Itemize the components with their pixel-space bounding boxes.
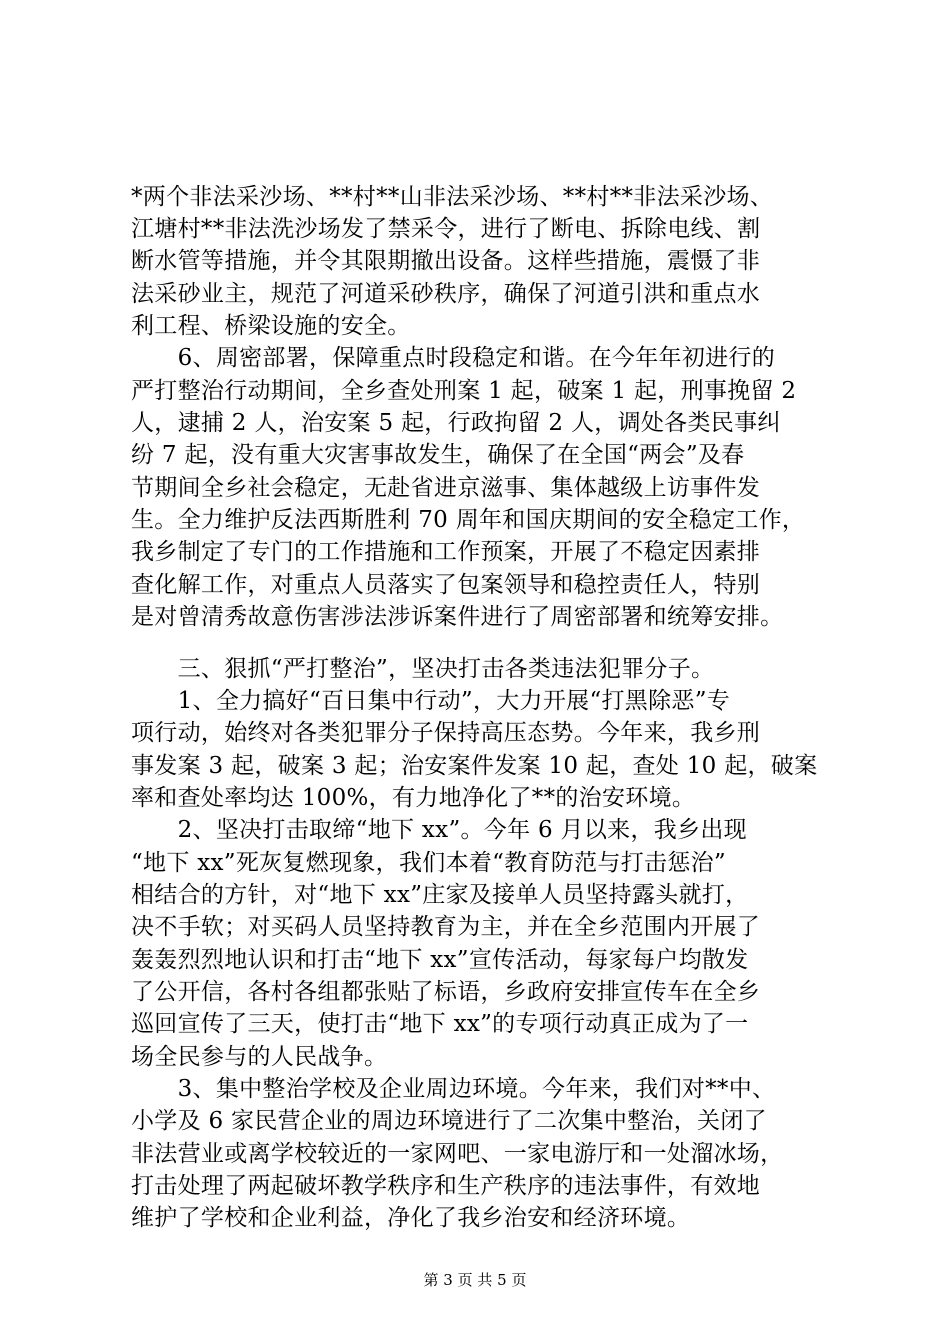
body-line: 场全民参与的人民战争。	[131, 1044, 388, 1070]
body-line: 巡回宣传了三天，使打击“地下 xx”的专项行动真正成为了一	[131, 1011, 749, 1037]
page-footer: 第 3 页 共 5 页	[423, 1271, 527, 1289]
body-line: 江塘村**非法洗沙场发了禁采令，进行了断电、拆除电线、割	[131, 216, 761, 242]
body-line: 率和查处率均达 100%，有力地净化了**的治安环境。	[131, 785, 696, 811]
body-line: *两个非法采沙场、**村**山非法采沙场、**村**非法采沙场、	[131, 184, 774, 210]
body-line: 维护了学校和企业利益，净化了我乡治安和经济环境。	[131, 1205, 691, 1231]
body-line: 是对曾清秀故意伤害涉法涉诉案件进行了周密部署和统筹安排。	[131, 604, 784, 630]
body-line: 项行动，始终对各类犯罪分子保持高压态势。今年来，我乡刑	[131, 720, 761, 746]
body-line: 小学及 6 家民营企业的周边环境进行了二次集中整治，关闭了	[131, 1108, 767, 1134]
body-line: 3、集中整治学校及企业周边环境。今年来，我们对**中、	[131, 1076, 776, 1102]
body-line: 断水管等措施，并令其限期撤出设备。这样些措施，震慑了非	[131, 248, 761, 274]
body-line: 轰轰烈烈地认识和打击“地下 xx”宣传活动，每家每户均散发	[131, 947, 749, 973]
body-line: 查化解工作，对重点人员落实了包案领导和稳控责任人，特别	[131, 572, 761, 598]
body-line: 生。全力维护反法西斯胜利 70 周年和国庆期间的安全稳定工作，	[131, 507, 806, 533]
body-line: 事发案 3 起，破案 3 起；治安案件发案 10 起，查处 10 起，破案	[131, 753, 818, 779]
body-line: 2、坚决打击取缔“地下 xx”。今年 6 月以来，我乡出现	[131, 817, 747, 843]
body-line: 非法营业或离学校较近的一家网吧、一家电游厅和一处溜冰场，	[131, 1141, 784, 1167]
body-line: 我乡制定了专门的工作措施和工作预案，开展了不稳定因素排	[131, 539, 761, 565]
body-line: 节期间全乡社会稳定，无赴省进京滋事、集体越级上访事件发	[131, 475, 761, 501]
section-heading: 三、狠抓“严打整治”，坚决打击各类违法犯罪分子。	[131, 656, 715, 682]
body-line: 纷 7 起，没有重大灾害事故发生，确保了在全国“两会”及春	[131, 442, 745, 468]
body-line: 1、全力搞好“百日集中行动”，大力开展“打黑除恶”专	[131, 688, 731, 714]
body-line: 决不手软；对买码人员坚持教育为主，并在全乡范围内开展了	[131, 914, 761, 940]
body-line: 了公开信，各村各组都张贴了标语，乡政府安排宣传车在全乡	[131, 979, 761, 1005]
body-line: 打击处理了两起破坏教学秩序和生产秩序的违法事件，有效地	[131, 1173, 761, 1199]
body-line: 相结合的方针，对“地下 xx”庄家及接单人员坚持露头就打，	[131, 882, 749, 908]
body-line: “地下 xx”死灰复燃现象，我们本着“教育防范与打击惩治”	[131, 850, 726, 876]
body-line: 6、周密部署，保障重点时段稳定和谐。在今年年初进行的	[131, 345, 776, 371]
body-line: 人，逮捕 2 人，治安案 5 起，行政拘留 2 人，调处各类民事纠	[131, 410, 781, 436]
body-line: 严打整治行动期间，全乡查处刑案 1 起，破案 1 起，刑事挽留 2	[131, 378, 797, 404]
body-line: 法采砂业主，规范了河道采砂秩序，确保了河道引洪和重点水	[131, 281, 761, 307]
body-line: 利工程、桥梁设施的安全。	[131, 313, 411, 339]
